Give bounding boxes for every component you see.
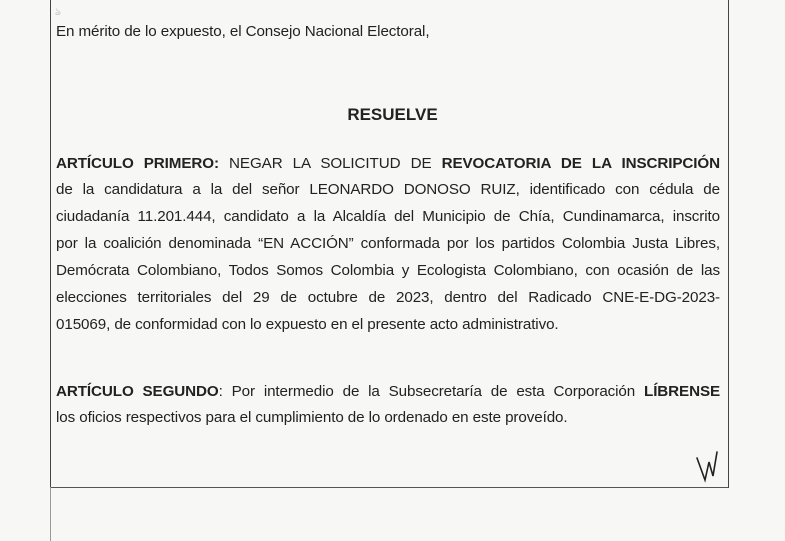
articulo-primero-line-1 bbox=[56, 155, 720, 173]
articulo-segundo-bold: LÍBRENSE bbox=[644, 383, 721, 400]
initials-signature bbox=[693, 448, 723, 484]
resolution-heading: RESUELVE bbox=[347, 105, 438, 124]
articulo-primero-text: NEGAR LA SOLICITUD DE bbox=[229, 155, 432, 172]
articulo-primero-line: 015069, de conformidad con lo expuesto en el presente acto administrativo. bbox=[56, 316, 559, 333]
articulo-segundo-line-1 bbox=[56, 383, 720, 401]
margin-line bbox=[50, 487, 51, 541]
articulo-primero-line: Demócrata Colombiano, Todos Somos Colombia y Ecologista Colombiano, con ocasión de las bbox=[56, 262, 720, 279]
articulo-primero-line: por la coalición denominada “EN ACCIÓN” conformada por los partidos Colombia Justa Libres, bbox=[56, 235, 720, 252]
articulo-primero-label: ARTÍCULO PRIMERO: bbox=[56, 155, 219, 172]
articulo-primero-line: ciudadanía 11.201.444, candidato a la Alcaldía del Municipio de Chía, Cundinamarca, inscrito bbox=[56, 208, 720, 225]
articulo-primero-line: elecciones territoriales del 29 de octubre de 2023, dentro del Radicado CNE-E-DG-2023- bbox=[56, 289, 720, 306]
articulo-primero-bold: REVOCATORIA DE LA INSCRIPCIÓN bbox=[441, 155, 720, 172]
articulo-segundo-label: ARTÍCULO SEGUNDO bbox=[56, 383, 219, 400]
articulo-segundo-line-2: los oficios respectivos para el cumplimiento de lo ordenado en este proveído. bbox=[56, 409, 568, 426]
scan-speck: ঌ bbox=[55, 7, 62, 18]
articulo-primero-line: de la candidatura a la del señor LEONARDO DONOSO RUIZ, identificado con cédula de bbox=[56, 181, 720, 198]
intro-text: En mérito de lo expuesto, el Consejo Nacional Electoral, bbox=[56, 23, 430, 40]
articulo-segundo-text: : Por intermedio de la Subsecretaría de esta Corporación bbox=[218, 383, 636, 400]
